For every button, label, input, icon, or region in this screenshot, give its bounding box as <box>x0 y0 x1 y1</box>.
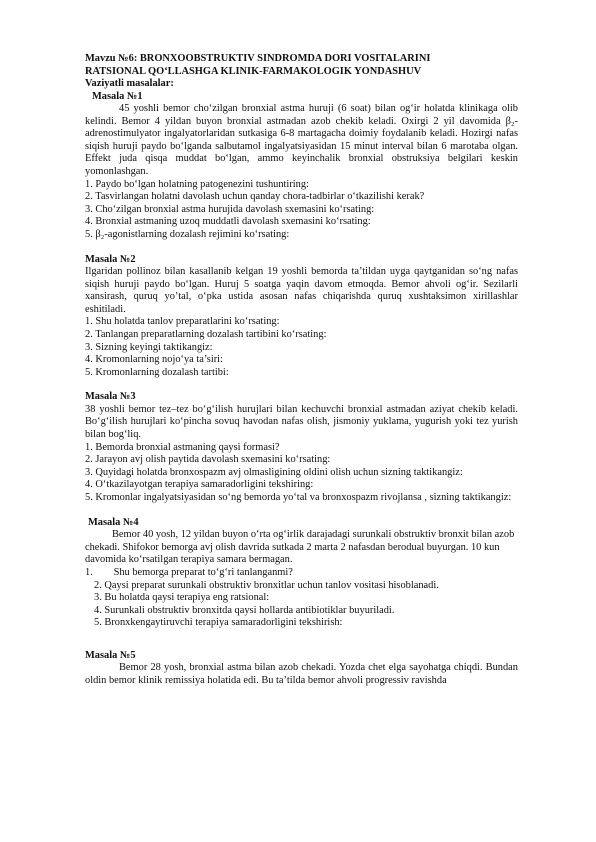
question: 5. Kromonlarning dozalash tartibi: <box>85 366 229 378</box>
question: 1. Bemorda bronxial astmaning qaysi formasi? <box>85 441 280 453</box>
problem-4-text: Bemor 40 yosh, 12 yildan buyon o‘rta og‘irlik darajadagi surunkali obstruktiv bronxit bilan azob chekadi. Shifokor bemorga avj olish davrida sutkada 2 marta 2 nafasdan berodual buyurgan. 10 kun davomida ko‘rsatilgan terapiya samara bermagan. <box>85 529 515 566</box>
doc-title-line1: Mavzu №6: BRONXOOBSTRUKTIV SINDROMDA DORI VOSITALARINI <box>85 53 431 64</box>
question: 4. Kromonlarning nojo‘ya ta’siri: <box>85 354 223 366</box>
question: 2. Qaysi preparat surunkali obstruktiv bronxitlar uchun tanlov vositasi hisoblanadi. <box>94 579 439 591</box>
problem-2-questions <box>85 316 518 379</box>
doc-title-line2: RATSIONAL QO‘LLASHGA KLINIK-FARMAKOLOGIK YONDASHUV <box>85 65 422 77</box>
question: 3. Cho‘zilgan bronxial astma hurujida davolash sxemasini ko‘rsating: <box>85 203 375 215</box>
problem-3-heading: Masala №3 <box>85 391 136 403</box>
question: 4. Bronxial astmaning uzoq muddatli davolash sxemasini ko‘rsating: <box>85 216 371 228</box>
problem-4-questions <box>85 567 518 630</box>
question: 4. Surunkali obstruktiv bronxitda qaysi hollarda antibiotiklar buyuriladi. <box>94 604 395 616</box>
section-subtitle: Vaziyatli masalalar: <box>85 78 174 89</box>
problem-2-text: Ilgaridan pollinoz bilan kasallanib kelgan 19 yoshli bemorda ta’tildan uyga qaytganidan so‘ng nafas siqish huruji paydo bo‘lgan. Huruj 5 soatga yaqin davom etmoqda. Bemor ahvoli og‘ir. Sezilarli xansirash, quruq yo’tal, o‘pka ustida asosan nafas chiqarishda quruq xushtaksimon xirillashlar eshitiladi. <box>85 266 518 315</box>
problem-1-heading: Masala №1 <box>92 90 143 102</box>
question: 4. O‘tkazilayotgan terapiya samaradorligini tekshiring: <box>85 479 314 491</box>
problem-1-questions <box>85 179 518 242</box>
problem-3-text: 38 yoshli bemor tez–tez bo‘g‘ilish hurujlari bilan kechuvchi bronxial astmadan aziyat chekib keladi. Bo‘g‘ilish hurujlari ko‘pincha sovuq havodan nafas olish, jismoniy yuklama, yugurish yoki tez yurish bilan bog‘liq. <box>85 403 518 441</box>
document-page <box>85 53 518 688</box>
question: 3. Sizning keyingi taktikangiz: <box>85 341 213 353</box>
question: 1. Shu bemorga preparat to‘g‘ri tanlanganmi? <box>85 566 293 578</box>
question: 3. Bu holatda qaysi terapiya eng ratsional: <box>94 592 270 604</box>
question: 2. Tanlangan preparatlarning dozalash tartibini ko‘rsating: <box>85 329 327 340</box>
problem-5-text: Bemor 28 yosh, bronxial astma bilan azob chekadi. Yozda chet elga sayohatga chiqdi. Bundan oldin bemor klinik remissiya holatida edi. Bu ta’tilda bemor ahvoli progressiv ravishda <box>85 662 518 686</box>
question: 5. β₂-agonistlarning dozalash rejimini ko‘rsating: <box>85 228 290 240</box>
problem-4-heading: Masala №4 <box>88 516 139 528</box>
problem-1-text: 45 yoshli bemor cho‘zilgan bronxial astma huruji (6 soat) bilan og‘ir holatda klinikaga olib kelindi. Bemor 4 yildan buyon bronxial astmadan azob chekib keladi. Oxirgi 2 yil davomida β₂-adrenostimulyator ingalyatorlaridan sutkasiga 6-8 martagacha doimiy foydalanib keladi. Hozirgi nafas siqish huruji paydo bo‘lganda salbutamol ingalyatsiyasidan 15 minut interval bilan 6 marotaba olgan. Effekt juda qisqa muddat bo‘lgan, ammo keyinchalik bronxial obstruksiya belgilari keskin yomonlashgan. <box>85 103 518 177</box>
problem-2-heading: Masala №2 <box>85 253 136 265</box>
question: 1. Paydo bo‘lgan holatning patogenezini tushuntiring: <box>85 178 309 190</box>
question: 5. Bronxkengaytiruvchi terapiya samaradorligini tekshirish: <box>94 617 343 629</box>
problem-5-heading: Masala №5 <box>85 649 136 661</box>
question: 2. Jarayon avj olish paytida davolash sxemasini ko‘rsating: <box>85 454 331 466</box>
question: 2. Tasvirlangan holatni davolash uchun qanday chora-tadbirlar o‘tkazilishi kerak? <box>85 191 425 203</box>
problem-3-questions <box>85 442 518 505</box>
question: 3. Quyidagi holatda bronxospazm avj olmasligining oldini olish uchun sizning taktikangiz: <box>85 466 463 478</box>
question: 5. Kromonlar ingalyatsiyasidan so‘ng bemorda yo‘tal va bronxospazm rivojlansa , sizning taktikangiz: <box>85 492 512 504</box>
question: 1. Shu holatda tanlov preparatlarini ko‘rsating: <box>85 316 280 328</box>
